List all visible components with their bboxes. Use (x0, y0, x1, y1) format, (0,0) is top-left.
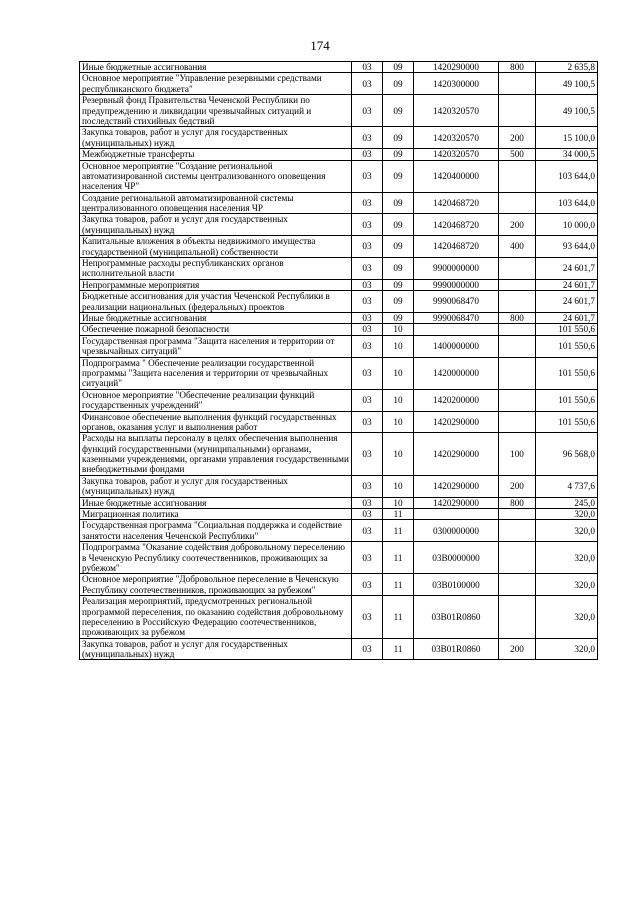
row-target-article-cell: 9900000000 (414, 258, 499, 280)
row-subsection-cell: 09 (383, 62, 414, 73)
row-target-article-cell: 1420290000 (414, 62, 499, 73)
row-amount-cell: 320,0 (536, 596, 598, 639)
row-name-cell: Иные бюджетные ассигнования (80, 312, 352, 323)
row-target-article-cell: 1420320570 (414, 127, 499, 149)
row-amount-cell: 245,0 (536, 497, 598, 508)
row-amount-cell: 320,0 (536, 509, 598, 520)
row-section-cell: 03 (352, 127, 383, 149)
row-subsection-cell: 09 (383, 160, 414, 192)
row-subsection-cell: 09 (383, 312, 414, 323)
row-subsection-cell: 09 (383, 291, 414, 313)
row-subsection-cell: 11 (383, 596, 414, 639)
row-target-article-cell: 1420468720 (414, 214, 499, 236)
row-target-article-cell: 9990068470 (414, 291, 499, 313)
row-name-cell: Основное мероприятие "Создание региональной автоматизированной системы централизованного оповещения населения ЧР" (80, 160, 352, 192)
row-subsection-cell: 10 (383, 475, 414, 497)
row-target-article-cell: 1420290000 (414, 497, 499, 508)
row-section-cell: 03 (352, 62, 383, 73)
row-section-cell: 03 (352, 324, 383, 335)
row-amount-cell: 93 644,0 (536, 236, 598, 258)
row-target-article-cell: 1420300000 (414, 73, 499, 95)
row-name-cell: Капитальные вложения в объекты недвижимого имущества государственной (муниципальной) собственности (80, 236, 352, 258)
row-name-cell: Реализация мероприятий, предусмотренных региональной программой переселения, по оказанию содействия добровольному переселению в Российскую Федерацию соотечественников, проживающих за рубежом (80, 596, 352, 639)
row-amount-cell: 49 100,5 (536, 73, 598, 95)
row-target-article-cell: 1420320570 (414, 149, 499, 160)
table-row (80, 149, 598, 160)
table-row (80, 335, 598, 357)
row-section-cell: 03 (352, 258, 383, 280)
row-section-cell: 03 (352, 497, 383, 508)
row-expense-type-cell: 200 (499, 214, 536, 236)
row-subsection-cell: 10 (383, 324, 414, 335)
row-section-cell: 03 (352, 574, 383, 596)
row-section-cell: 03 (352, 214, 383, 236)
row-amount-cell: 101 550,6 (536, 411, 598, 433)
row-subsection-cell: 10 (383, 497, 414, 508)
row-target-article-cell: 1420290000 (414, 411, 499, 433)
row-amount-cell: 2 635,8 (536, 62, 598, 73)
row-target-article-cell: 0300000000 (414, 520, 499, 542)
budget-table (79, 61, 598, 660)
row-name-cell: Бюджетные ассигнования для участия Чеченской Республики в реализации национальных (федеральных) проектов (80, 291, 352, 313)
row-amount-cell: 320,0 (536, 520, 598, 542)
table-row (80, 520, 598, 542)
row-name-cell: Основное мероприятие "Управление резервными средствами республиканского бюджета" (80, 73, 352, 95)
row-amount-cell: 24 601,7 (536, 291, 598, 313)
row-expense-type-cell (499, 357, 536, 389)
row-name-cell: Закупка товаров, работ и услуг для государственных (муниципальных) нужд (80, 475, 352, 497)
row-target-article-cell: 1420400000 (414, 160, 499, 192)
table-row (80, 411, 598, 433)
table-row (80, 214, 598, 236)
row-section-cell: 03 (352, 95, 383, 127)
row-amount-cell: 4 737,6 (536, 475, 598, 497)
row-amount-cell: 10 000,0 (536, 214, 598, 236)
row-amount-cell: 101 550,6 (536, 335, 598, 357)
row-subsection-cell: 10 (383, 433, 414, 476)
row-target-article-cell: 1400000000 (414, 335, 499, 357)
row-expense-type-cell: 200 (499, 638, 536, 660)
row-target-article-cell (414, 324, 499, 335)
row-section-cell: 03 (352, 411, 383, 433)
row-name-cell: Создание региональной автоматизированной системы централизованного оповещения населения ЧР (80, 192, 352, 214)
row-subsection-cell: 11 (383, 542, 414, 574)
row-expense-type-cell: 500 (499, 149, 536, 160)
row-name-cell: Миграционная политика (80, 509, 352, 520)
row-section-cell: 03 (352, 149, 383, 160)
row-expense-type-cell (499, 335, 536, 357)
row-name-cell: Подпрограмма " Обеспечение реализации государственной программы "Защита населения и территории от чрезвычайных ситуаций" (80, 357, 352, 389)
row-amount-cell: 24 601,7 (536, 312, 598, 323)
row-subsection-cell: 10 (383, 411, 414, 433)
row-target-article-cell (414, 509, 499, 520)
row-expense-type-cell: 800 (499, 312, 536, 323)
row-expense-type-cell (499, 95, 536, 127)
row-expense-type-cell (499, 279, 536, 290)
row-amount-cell: 101 550,6 (536, 357, 598, 389)
row-expense-type-cell: 100 (499, 433, 536, 476)
row-section-cell: 03 (352, 475, 383, 497)
row-section-cell: 03 (352, 312, 383, 323)
row-section-cell: 03 (352, 389, 383, 411)
row-amount-cell: 96 568,0 (536, 433, 598, 476)
table-row (80, 73, 598, 95)
row-section-cell: 03 (352, 509, 383, 520)
row-amount-cell: 49 100,5 (536, 95, 598, 127)
row-name-cell: Закупка товаров, работ и услуг для государственных (муниципальных) нужд (80, 214, 352, 236)
table-row (80, 389, 598, 411)
table-row (80, 160, 598, 192)
row-target-article-cell: 1420468720 (414, 192, 499, 214)
row-amount-cell: 24 601,7 (536, 258, 598, 280)
row-section-cell: 03 (352, 160, 383, 192)
row-amount-cell: 15 100,0 (536, 127, 598, 149)
row-name-cell: Резервный фонд Правительства Чеченской Республики по предупреждению и ликвидации чрезвычайных ситуаций и последствий стихийных бедствий (80, 95, 352, 127)
row-expense-type-cell (499, 258, 536, 280)
table-row (80, 596, 598, 639)
row-expense-type-cell (499, 192, 536, 214)
row-amount-cell: 320,0 (536, 542, 598, 574)
row-target-article-cell: 9990068470 (414, 312, 499, 323)
row-target-article-cell: 1420000000 (414, 357, 499, 389)
row-target-article-cell: 03В01R0860 (414, 638, 499, 660)
row-section-cell: 03 (352, 357, 383, 389)
table-row (80, 192, 598, 214)
row-name-cell: Расходы на выплаты персоналу в целях обеспечения выполнения функций государственными (муниципальными) органами, казенными учреждениями, органами управления государственными внебюджетными фондами (80, 433, 352, 476)
row-section-cell: 03 (352, 638, 383, 660)
row-expense-type-cell (499, 411, 536, 433)
row-name-cell: Непрограммные мероприятия (80, 279, 352, 290)
row-name-cell: Государственная программа "Защита населения и территории от чрезвычайных ситуаций" (80, 335, 352, 357)
row-subsection-cell: 11 (383, 520, 414, 542)
row-section-cell: 03 (352, 433, 383, 476)
row-expense-type-cell: 400 (499, 236, 536, 258)
row-section-cell: 03 (352, 73, 383, 95)
row-subsection-cell: 09 (383, 127, 414, 149)
row-name-cell: Иные бюджетные ассигнования (80, 497, 352, 508)
table-row (80, 542, 598, 574)
row-target-article-cell: 1420290000 (414, 475, 499, 497)
table-row (80, 638, 598, 660)
row-subsection-cell: 11 (383, 638, 414, 660)
table-row (80, 324, 598, 335)
row-expense-type-cell (499, 324, 536, 335)
table-row (80, 497, 598, 508)
row-amount-cell: 34 000,5 (536, 149, 598, 160)
row-expense-type-cell: 200 (499, 475, 536, 497)
row-section-cell: 03 (352, 520, 383, 542)
table-row (80, 433, 598, 476)
row-section-cell: 03 (352, 291, 383, 313)
row-name-cell: Государственная программа "Социальная поддержка и содействие занятости населения Чеченской Республики" (80, 520, 352, 542)
row-subsection-cell: 09 (383, 214, 414, 236)
row-expense-type-cell (499, 520, 536, 542)
table-row (80, 258, 598, 280)
budget-table-body (80, 62, 598, 660)
row-name-cell: Основное мероприятие "Добровольное переселение в Чеченскую Республику соотечественников, проживающих за рубежом" (80, 574, 352, 596)
row-amount-cell: 320,0 (536, 574, 598, 596)
table-row (80, 127, 598, 149)
row-section-cell: 03 (352, 192, 383, 214)
row-name-cell: Основное мероприятие "Обеспечение реализации функций государственных учреждений" (80, 389, 352, 411)
row-amount-cell: 103 644,0 (536, 160, 598, 192)
row-section-cell: 03 (352, 596, 383, 639)
row-target-article-cell: 1420200000 (414, 389, 499, 411)
row-amount-cell: 103 644,0 (536, 192, 598, 214)
row-target-article-cell: 9990000000 (414, 279, 499, 290)
row-section-cell: 03 (352, 236, 383, 258)
row-name-cell: Иные бюджетные ассигнования (80, 62, 352, 73)
table-row (80, 312, 598, 323)
row-subsection-cell: 11 (383, 509, 414, 520)
row-expense-type-cell (499, 291, 536, 313)
row-target-article-cell: 1420290000 (414, 433, 499, 476)
table-row (80, 95, 598, 127)
page-number: 174 (310, 38, 330, 53)
row-amount-cell: 101 550,6 (536, 389, 598, 411)
row-section-cell: 03 (352, 335, 383, 357)
row-name-cell: Подпрограмма "Оказание содействия добровольному переселению в Чеченскую Республику соотечественников, проживающих за рубежом" (80, 542, 352, 574)
row-target-article-cell: 1420468720 (414, 236, 499, 258)
row-name-cell: Закупка товаров, работ и услуг для государственных (муниципальных) нужд (80, 127, 352, 149)
row-section-cell: 03 (352, 542, 383, 574)
row-target-article-cell: 03В0000000 (414, 542, 499, 574)
row-section-cell: 03 (352, 279, 383, 290)
row-expense-type-cell: 800 (499, 62, 536, 73)
row-expense-type-cell: 800 (499, 497, 536, 508)
row-subsection-cell: 10 (383, 389, 414, 411)
table-row (80, 291, 598, 313)
row-subsection-cell: 09 (383, 149, 414, 160)
row-expense-type-cell (499, 389, 536, 411)
row-name-cell: Финансовое обеспечение выполнения функций государственных органов, оказания услуг и выполнения работ (80, 411, 352, 433)
row-target-article-cell: 03В0100000 (414, 574, 499, 596)
row-expense-type-cell (499, 73, 536, 95)
row-subsection-cell: 11 (383, 574, 414, 596)
row-name-cell: Межбюджетные трансферты (80, 149, 352, 160)
row-target-article-cell: 1420320570 (414, 95, 499, 127)
row-expense-type-cell: 200 (499, 127, 536, 149)
row-subsection-cell: 10 (383, 357, 414, 389)
row-name-cell: Закупка товаров, работ и услуг для государственных (муниципальных) нужд (80, 638, 352, 660)
table-row (80, 509, 598, 520)
row-target-article-cell: 03В01R0860 (414, 596, 499, 639)
row-subsection-cell: 09 (383, 192, 414, 214)
table-row (80, 475, 598, 497)
row-expense-type-cell (499, 160, 536, 192)
row-expense-type-cell (499, 596, 536, 639)
row-expense-type-cell (499, 542, 536, 574)
row-expense-type-cell (499, 574, 536, 596)
row-amount-cell: 24 601,7 (536, 279, 598, 290)
row-subsection-cell: 09 (383, 73, 414, 95)
row-expense-type-cell (499, 509, 536, 520)
table-row (80, 574, 598, 596)
row-subsection-cell: 09 (383, 258, 414, 280)
row-amount-cell: 320,0 (536, 638, 598, 660)
table-row (80, 236, 598, 258)
row-subsection-cell: 09 (383, 236, 414, 258)
row-subsection-cell: 09 (383, 95, 414, 127)
row-subsection-cell: 09 (383, 279, 414, 290)
table-row (80, 357, 598, 389)
row-name-cell: Обеспечение пожарной безопасности (80, 324, 352, 335)
row-amount-cell: 101 550,6 (536, 324, 598, 335)
table-row (80, 62, 598, 73)
table-row (80, 279, 598, 290)
row-subsection-cell: 10 (383, 335, 414, 357)
row-name-cell: Непрограммные расходы республиканских органов исполнительной власти (80, 258, 352, 280)
